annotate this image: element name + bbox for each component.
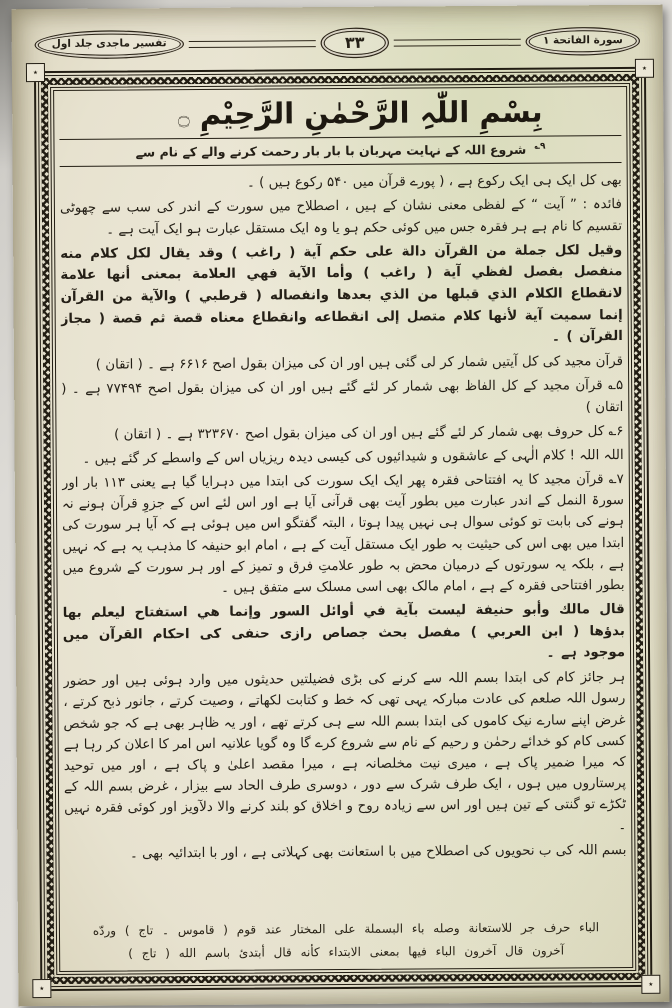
paragraph: بسم اللہ کی ب نحویوں کی اصطلاح میں با استعانت بھی کہلاتی ہے ، اور با ابتدائیہ بھی ۔ (129, 842, 627, 862)
corner-ornament-bottom-left (32, 979, 51, 998)
verse-end-mark: ۝ (177, 105, 190, 130)
corner-glyph: ٭ (39, 983, 45, 994)
bismillah-text: بِسْمِ اللّٰہِ الرَّحْمٰنِ الرَّحِیْمِ (199, 94, 543, 131)
corner-ornament-bottom-right (641, 975, 660, 994)
paragraph: قرآن مجید کی کل آیتیں شمار کر لی گئی ہیں اور ان کی میزان بقول اصح ۶۶۱۶ ہے ۔ ( اتقان ) (95, 354, 624, 373)
running-head (38, 21, 637, 65)
commentary-body (60, 164, 627, 915)
footnote-block (65, 911, 627, 968)
ornamental-frame (32, 63, 654, 994)
paragraph: ہر جائز کام کی ابتدا بسم اللہ سے کرنے کی بڑی فضیلتیں حدیثوں میں وارد ہوئی ہیں اور حضور رسول اللہ صلعم کی عادت مبارکہ یہی تھی کہ خط و کتابت لکھاتے ، وصیت کرتے ، جانور ذبح کرتے ، غرض اپنے سارے نیک کاموں کی ابتدا بسم اللہ سے ہی کرتے تھے ، اور یہ ظاہر بھی ہے کہ جو شخص کسی کام کو خدائے رحمٰن و رحیم کے نام سے شروع کرے گا وہ گویا علانیہ اس امر کا اعلان کر رہا ہے کہ میرا ضمیر پاک ہے ، میری نیت مخلصانہ ہے ، میرا مقصد اعلیٰ و پاک ہے ، اور میں توحید پرستاروں میں ہوں ، ایک طرف شرک سے دور ، دوسری طرف الحاد سے بیزار ، غرض بسم اللہ کے ٹکڑے تو گنتی کے تین ہیں اور اس سے زیادہ روح و اخلاق کو بلند کرنے والا دلآویز اور کوئی فقرہ نہیں ۔ (63, 670, 627, 834)
surah-title-cartouche (529, 30, 637, 52)
paragraph: ۵؎ قرآن مجید کے کل الفاظ بھی شمار کر لئے گئے ہیں اور ان کی میزان بقول اصح ۷۷۴۹۴ ہے ۔ ( اتقان ) (61, 378, 624, 415)
page-number-cartouche (324, 30, 386, 55)
footnote-line: آخرون قال آخرون الباء فيها بمعنى الابتداء كأنه قال أبتدئ باسم الله ( تاج ) (128, 943, 565, 961)
corner-glyph: ٭ (641, 63, 647, 74)
head-rule-left (189, 40, 316, 48)
book-title-cartouche (38, 33, 181, 56)
surah-title: سورة الفاتحة ١ (542, 34, 623, 47)
translation-text: شروع اللہ کے نہایت مہربان با بار بار رحمت کرنے والے کے نام سے (135, 141, 527, 160)
scanned-page (12, 5, 670, 1007)
footnote-line: الباء حرف جر للاستعانة وصله باء البسملة على المختار عند قوم ( قاموس ۔ تاج ) وردّه (92, 920, 600, 938)
book-title: تفسير ماجدى جلد اول (51, 37, 167, 51)
paragraph: ۷؎ قرآن مجید کا یہ افتتاحی فقرہ پھر ایک ایک سورت کی ابتدا میں دہرایا گیا ہے یعنی ۱۱۳ بار اور سورۃ النمل کے اندر عبارت میں بطور آیت بھی قرآنی آیا ہے اور اس لئے اس کے جزوِ قرآن ہونے نہ ہونے کی بابت تو کوئی سوال ہی نہیں پیدا ہوتا ، البتہ گفتگو اس میں ہوئی ہے کہ آیا ہر سورت کی ابتدا میں بھی اس کی حیثیت بہ طور ایک مستقل آیت کے ہے ، امام ابو حنیفہ کا مذہب یہ ہے کہ نہیں ہے ، بلکہ یہ سورتوں کے درمیان محض بہ طور علامتِ فرق و تمیز کے اور ہر سورت کے شروع میں بطور افتتاحی فقرہ کے ہے ، امام مالک بھی اسی مسلک سے متفق ہیں ۔ (61, 472, 625, 596)
footnote-marker: ۹؎ (534, 141, 546, 152)
corner-glyph: ٭ (32, 67, 38, 78)
paragraph: ۶؎ کل حروف بھی شمار کر لئے گئے ہیں اور ان کی میزان بقول اصح ۳۲۳۶۷۰ ہے ۔ ( اتقان ) (114, 423, 624, 443)
paragraph: اللہ اللہ ! کلام الٰہی کے عاشقوں و شیدائیوں کی کیسی دیدہ ریزیاں اس کے واسطے کر گئے ہیں ۔ (82, 447, 624, 467)
head-rule-right (394, 38, 521, 46)
paragraph: بھی کل ایک ہی ایک رکوع ہے ، ( پورے قرآن میں ۵۴۰ رکوع ہیں ) ۔ (246, 173, 622, 191)
bismillah-calligraphy (59, 90, 621, 138)
corner-glyph: ٭ (648, 979, 654, 990)
bismillah-translation (59, 137, 621, 165)
paragraph-arabic-quote: وقيل لكل جملة من القرآن دالة على حكم آية ( راغب ) وقد يقال لكل كلام منه منفصل بفصل لفظي آية ( راغب ) وأما الآية فهي العلامة بمعنى أنها علامة لانقطاع الكلام الذي قبلها من الذي بعدها وانفصاله ( قرطبي ) والآية من القرآن إنما سميت آية لأنها كلام متصل إلى انقطاعه وانقطاع معناه قصة ثم قصة ( مجاز القرآن ) ۔ (60, 242, 623, 346)
page-number: ۳۳ (344, 32, 365, 52)
paragraph-arabic-quote: قال مالك وأبو حنيفة ليست بآية في أوائل السور وإنما هي استفتاح ليعلم بها بدؤها ( ابن العربي ) مفصل بحث جصاص رازی حنفی کی احکام القرآن میں موجود ہے ۔ (62, 602, 626, 662)
corner-ornament-top-left (26, 63, 45, 82)
page-content (59, 90, 627, 968)
paragraph: فائدہ : ” آیت “ کے لفظی معنی نشان کے ہیں ، اصطلاح میں سورت کے اندر کی سب سے چھوٹی تقسیم کا نام ہے ہر فقرہ جس میں کوئی حکم ہو یا وہ ایک مستقل عبارت ہو ایک آیت ہے ۔ (59, 197, 623, 238)
corner-ornament-top-right (635, 59, 654, 78)
